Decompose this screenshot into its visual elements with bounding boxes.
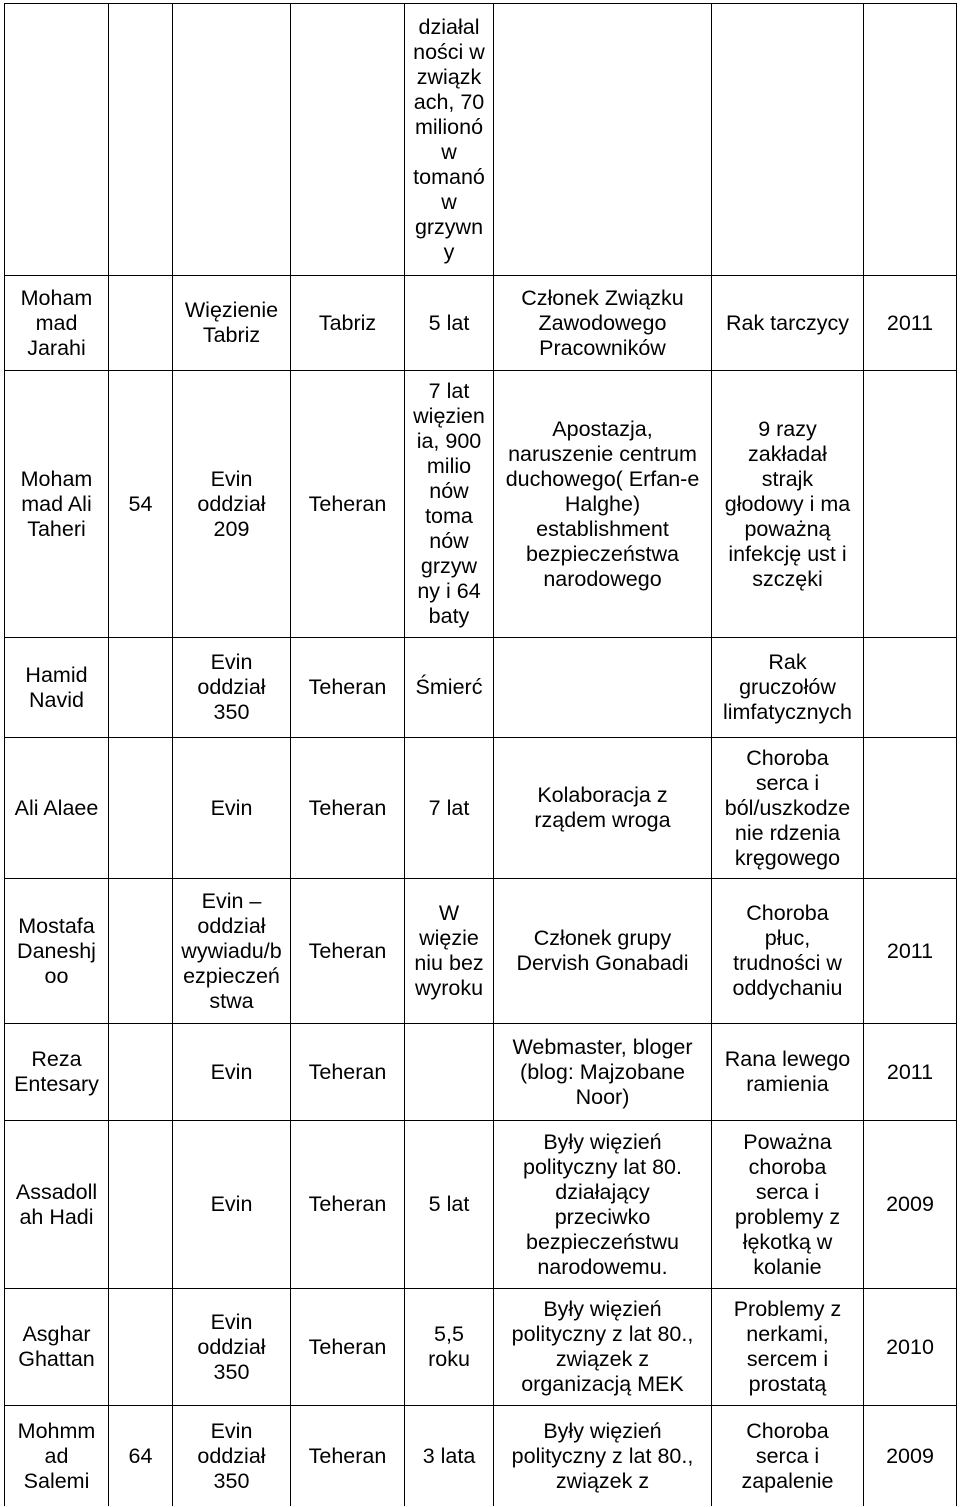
- cell-prison: Evin – oddział wywiadu/b ezpieczeń stwa: [173, 879, 291, 1024]
- table-row: [5, 738, 957, 879]
- cell-prison: Evin oddział 350: [173, 638, 291, 738]
- table-row: [5, 1121, 957, 1289]
- cell-name: Hamid Navid: [5, 638, 109, 738]
- cell-city: Teheran: [291, 1289, 405, 1406]
- cell-prison: Evin: [173, 1121, 291, 1289]
- cell-sentence: 7 lat więzien ia, 900 milio nów toma nów grzyw ny i 64 baty: [405, 371, 494, 638]
- cell-charges: Były więzień polityczny z lat 80., związek z: [494, 1406, 712, 1506]
- cell-name: Moham mad Jarahi: [5, 276, 109, 371]
- cell-year: [864, 4, 957, 276]
- table-row: [5, 638, 957, 738]
- cell-city: Tabriz: [291, 276, 405, 371]
- cell-prison: Evin oddział 350: [173, 1289, 291, 1406]
- cell-city: Teheran: [291, 1406, 405, 1506]
- cell-city: [291, 4, 405, 276]
- cell-city: Teheran: [291, 371, 405, 638]
- table-row: [5, 276, 957, 371]
- cell-age: 54: [109, 371, 173, 638]
- cell-age: [109, 879, 173, 1024]
- cell-name: Moham mad Ali Taheri: [5, 371, 109, 638]
- table-row: [5, 1406, 957, 1506]
- cell-name: Ali Alaee: [5, 738, 109, 879]
- cell-prison: Evin oddział 209: [173, 371, 291, 638]
- cell-health: Choroba serca i zapalenie: [712, 1406, 864, 1506]
- cell-charges: Były więzień polityczny z lat 80., związek z organizacją MEK: [494, 1289, 712, 1406]
- cell-sentence: 3 lata: [405, 1406, 494, 1506]
- cell-city: Teheran: [291, 1121, 405, 1289]
- cell-name: Mohmm ad Salemi: [5, 1406, 109, 1506]
- cell-year: 2011: [864, 276, 957, 371]
- cell-year: 2009: [864, 1406, 957, 1506]
- table-row-continued: [5, 4, 957, 276]
- table-row: [5, 1024, 957, 1121]
- table-row: [5, 1289, 957, 1406]
- cell-sentence: [405, 1024, 494, 1121]
- cell-prison: Evin: [173, 738, 291, 879]
- cell-name: [5, 4, 109, 276]
- cell-name: Reza Entesary: [5, 1024, 109, 1121]
- cell-year: 2011: [864, 879, 957, 1024]
- cell-prison: Evin oddział 350: [173, 1406, 291, 1506]
- cell-name: Mostafa Daneshj oo: [5, 879, 109, 1024]
- cell-health: Problemy z nerkami, sercem i prostatą: [712, 1289, 864, 1406]
- cell-sentence: działal ności w związk ach, 70 milionó w tomanó w grzywn y: [405, 4, 494, 276]
- cell-prison: Więzienie Tabriz: [173, 276, 291, 371]
- cell-age: [109, 1121, 173, 1289]
- cell-age: [109, 4, 173, 276]
- cell-charges: Webmaster, bloger (blog: Majzobane Noor): [494, 1024, 712, 1121]
- cell-health: Choroba płuc, trudności w oddychaniu: [712, 879, 864, 1024]
- cell-health: Poważna choroba serca i problemy z łękotką w kolanie: [712, 1121, 864, 1289]
- cell-city: Teheran: [291, 1024, 405, 1121]
- cell-year: [864, 738, 957, 879]
- cell-age: [109, 638, 173, 738]
- cell-charges: Były więzień polityczny lat 80. działający przeciwko bezpieczeństwu narodowemu.: [494, 1121, 712, 1289]
- table-row: [5, 879, 957, 1024]
- cell-health: [712, 4, 864, 276]
- prisoners-table: [4, 3, 957, 1506]
- cell-year: [864, 371, 957, 638]
- cell-prison: [173, 4, 291, 276]
- cell-age: [109, 1289, 173, 1406]
- cell-name: Asghar Ghattan: [5, 1289, 109, 1406]
- cell-age: [109, 276, 173, 371]
- cell-year: 2010: [864, 1289, 957, 1406]
- cell-city: Teheran: [291, 738, 405, 879]
- cell-sentence: Śmierć: [405, 638, 494, 738]
- cell-charges: Członek grupy Dervish Gonabadi: [494, 879, 712, 1024]
- cell-sentence: 5 lat: [405, 1121, 494, 1289]
- cell-name: Assadoll ah Hadi: [5, 1121, 109, 1289]
- cell-sentence: 7 lat: [405, 738, 494, 879]
- cell-city: Teheran: [291, 879, 405, 1024]
- cell-year: 2011: [864, 1024, 957, 1121]
- cell-sentence: 5,5 roku: [405, 1289, 494, 1406]
- cell-sentence: W więzie niu bez wyroku: [405, 879, 494, 1024]
- cell-health: Rak tarczycy: [712, 276, 864, 371]
- cell-age: [109, 1024, 173, 1121]
- cell-charges: Apostazja, naruszenie centrum duchowego( Erfan-e Halghe) establishment bezpieczeństwa narodowego: [494, 371, 712, 638]
- cell-health: 9 razy zakładał strajk głodowy i ma poważną infekcję ust i szczęki: [712, 371, 864, 638]
- cell-year: 2009: [864, 1121, 957, 1289]
- cell-year: [864, 638, 957, 738]
- cell-health: Rak gruczołów limfatycznych: [712, 638, 864, 738]
- cell-charges: [494, 638, 712, 738]
- cell-health: Rana lewego ramienia: [712, 1024, 864, 1121]
- cell-age: [109, 738, 173, 879]
- cell-age: 64: [109, 1406, 173, 1506]
- cell-charges: [494, 4, 712, 276]
- cell-charges: Członek Związku Zawodowego Pracowników: [494, 276, 712, 371]
- table-row: [5, 371, 957, 638]
- cell-prison: Evin: [173, 1024, 291, 1121]
- cell-sentence: 5 lat: [405, 276, 494, 371]
- cell-health: Choroba serca i ból/uszkodze nie rdzenia kręgowego: [712, 738, 864, 879]
- cell-charges: Kolaboracja z rządem wroga: [494, 738, 712, 879]
- cell-city: Teheran: [291, 638, 405, 738]
